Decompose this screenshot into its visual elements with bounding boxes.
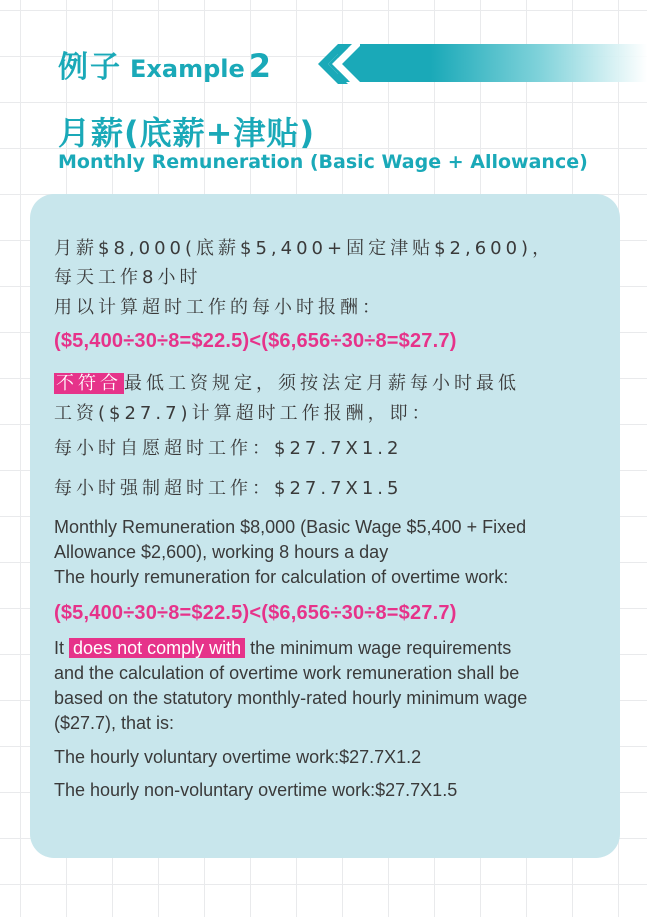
section-title-zh: 月薪(底薪+津贴) — [58, 114, 316, 152]
en-formula: ($5,400÷30÷8=$22.5)<($6,656÷30÷8=$27.7) — [54, 602, 457, 624]
en-non-voluntary-overtime: The hourly non-voluntary overtime work:$27.7X1.5 — [54, 780, 458, 800]
header-title-en: Example — [130, 55, 245, 83]
en-intro-line-1: Monthly Remuneration $8,000 (Basic Wage $5,400 + Fixed — [54, 517, 527, 537]
zh-noncompliance-line-2: 工资($27.7)计算超时工作报酬，即： — [54, 403, 434, 424]
en-compliance-line-3: based on the statutory monthly-rated hourly minimum wage — [54, 688, 528, 708]
zh-noncompliance-line-1 — [54, 369, 520, 395]
zh-noncompliance-rest: 最低工资规定，须按法定月薪每小时最低 — [124, 373, 520, 394]
zh-intro-line-1: 月薪$8,000(底薪$5,400+固定津贴$2,600)， — [54, 238, 555, 259]
header-gradient-bar — [338, 44, 647, 82]
en-compliance-highlight: does not comply with — [69, 638, 245, 658]
header-title — [58, 42, 271, 86]
en-compliance-line-2: and the calculation of overtime work remuneration shall be — [54, 663, 520, 683]
zh-formula: ($5,400÷30÷8=$22.5)<($6,656÷30÷8=$27.7) — [54, 330, 457, 352]
en-compliance-rest: the minimum wage requirements — [250, 638, 512, 658]
zh-intro-line-2: 每天工作8小时 — [54, 267, 202, 288]
header-number: 2 — [248, 47, 272, 85]
zh-intro-line-3: 用以计算超时工作的每小时报酬： — [54, 297, 384, 318]
zh-noncompliance-highlight: 不符合 — [56, 373, 122, 394]
en-voluntary-overtime: The hourly voluntary overtime work:$27.7X1.2 — [54, 747, 422, 767]
header-title-zh: 例子 — [58, 50, 122, 85]
en-compliance-line-1 — [54, 638, 511, 659]
example-header — [0, 38, 647, 88]
en-intro-line-3: The hourly remuneration for calculation of overtime work: — [54, 567, 509, 587]
double-chevron-left-icon — [308, 44, 360, 84]
en-intro-line-2: Allowance $2,600), working 8 hours a day — [54, 542, 389, 562]
zh-compulsory-overtime: 每小时强制超时工作：$27.7X1.5 — [54, 478, 403, 499]
en-compliance-line-4: ($27.7), that is: — [54, 713, 175, 733]
section-title-en: Monthly Remuneration (Basic Wage + Allowance) — [58, 151, 588, 173]
zh-voluntary-overtime: 每小时自愿超时工作：$27.7X1.2 — [54, 438, 403, 459]
en-compliance-prefix: It — [54, 638, 65, 658]
